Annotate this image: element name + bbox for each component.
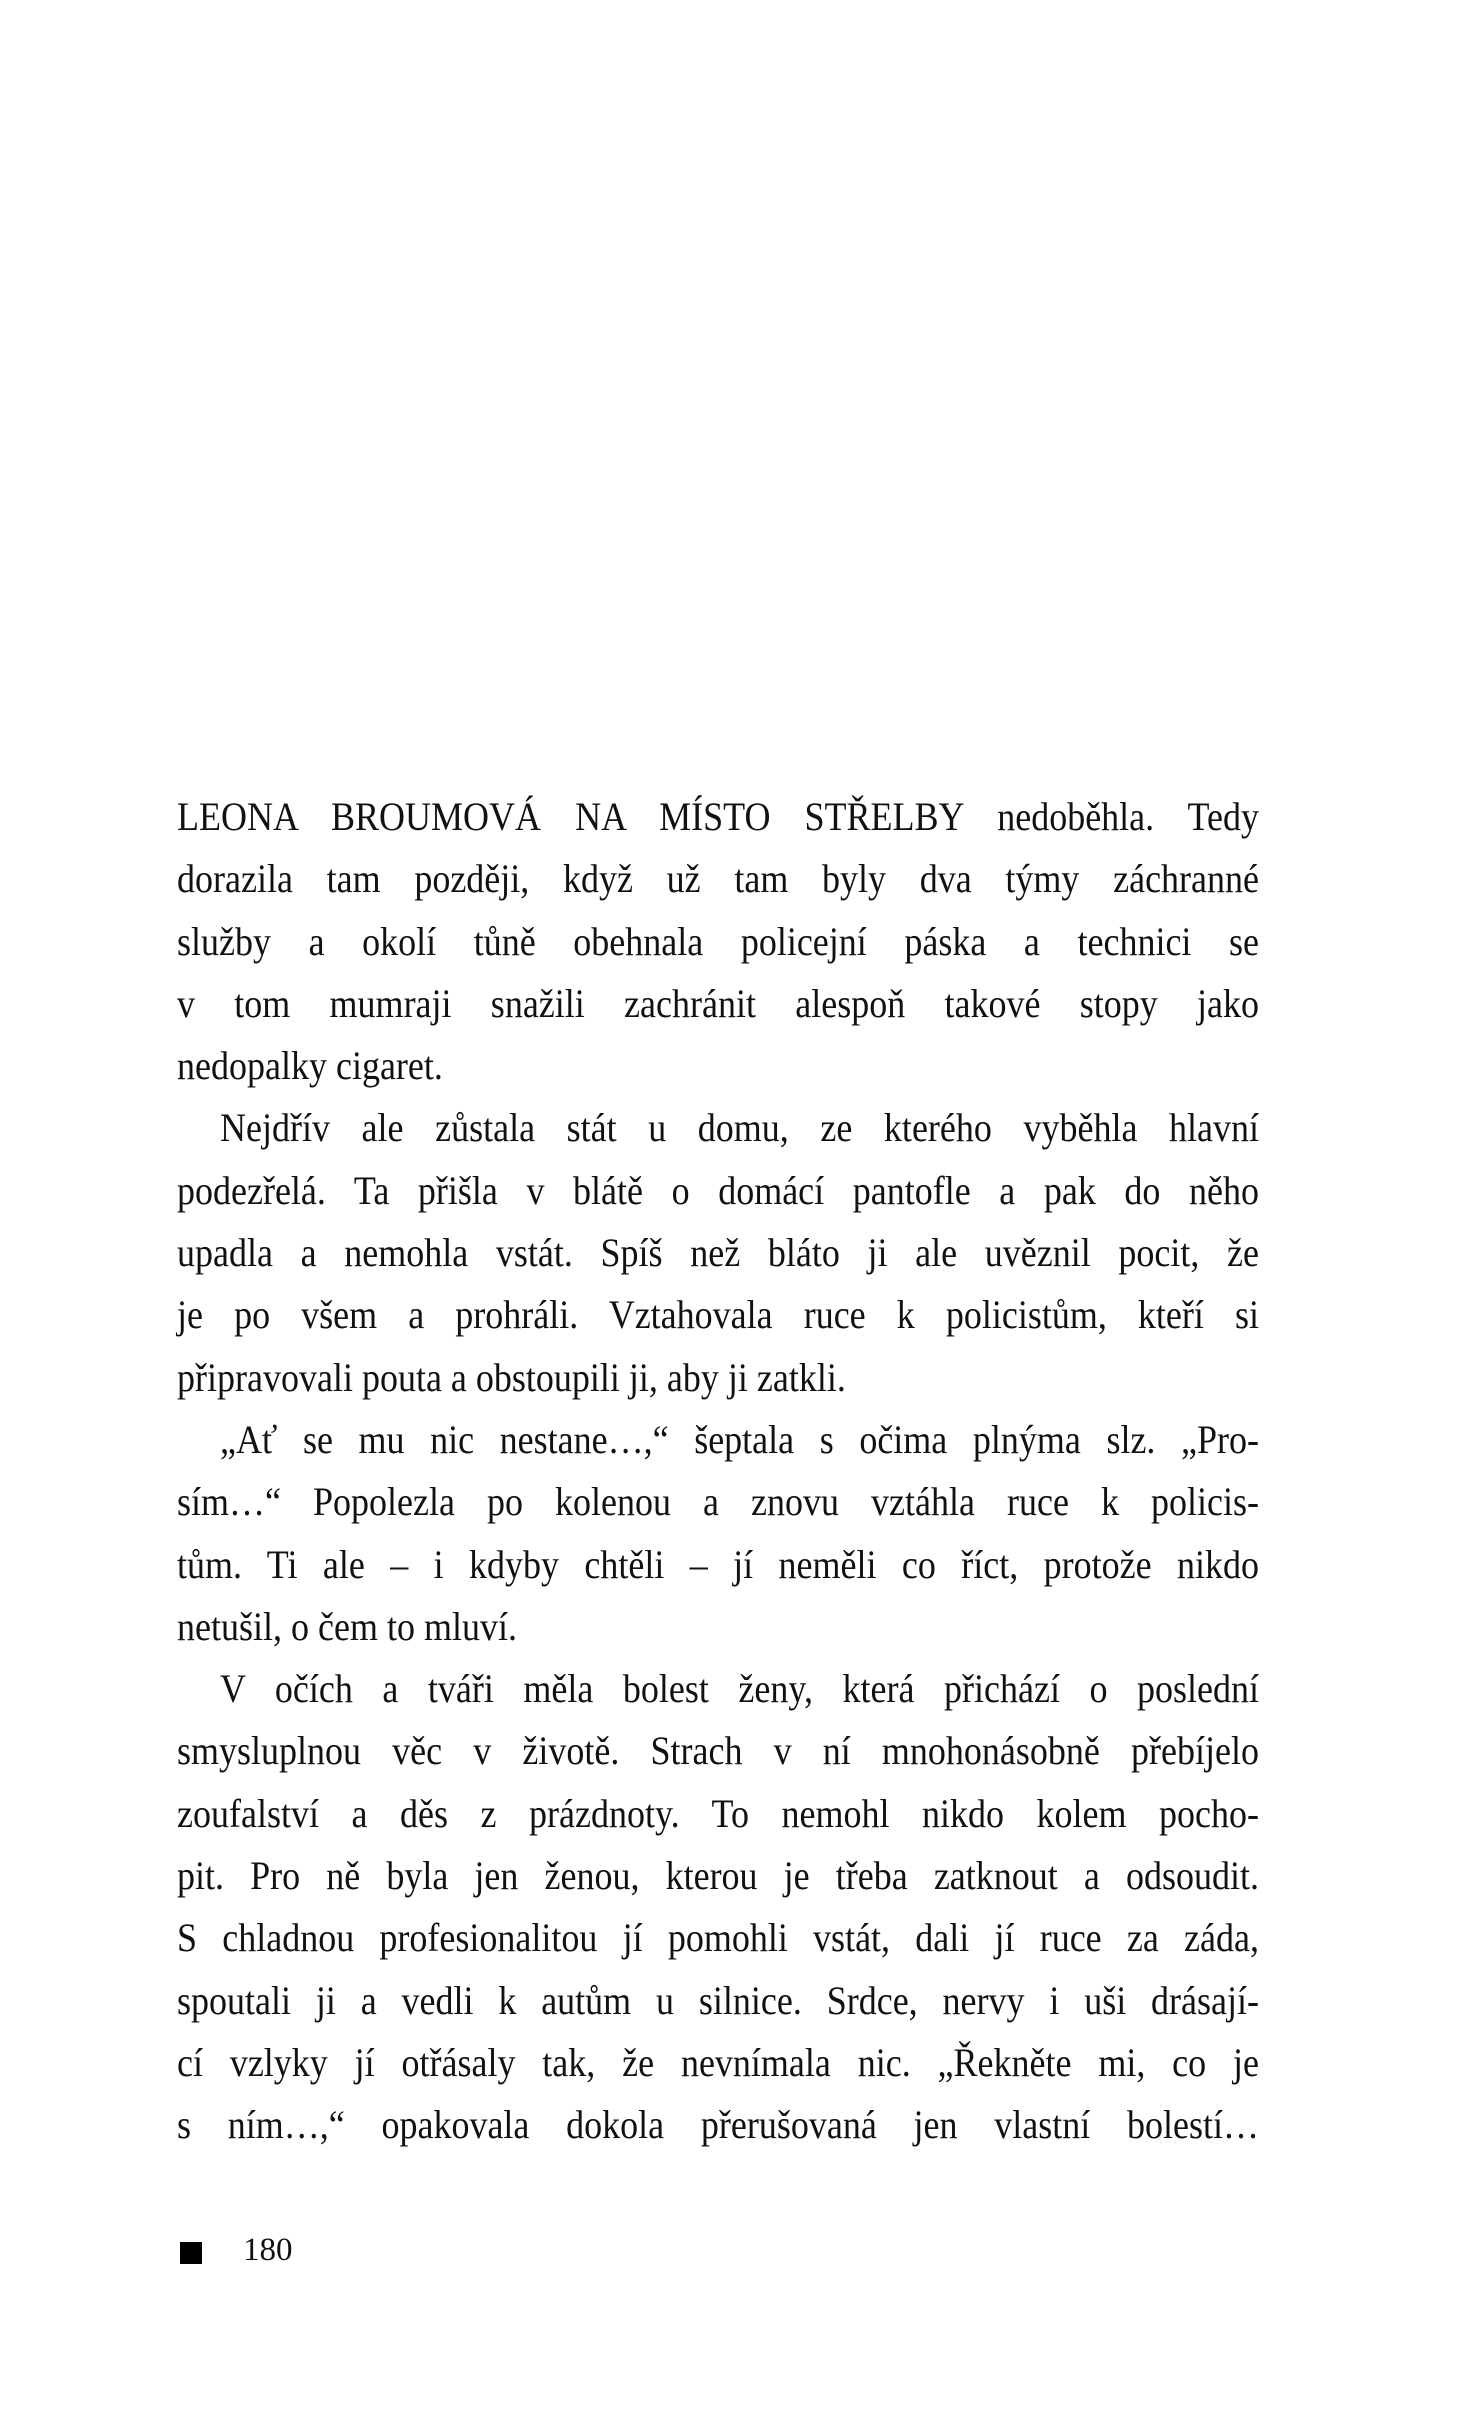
text-line: LEONA BROUMOVÁ NA MÍSTO STŘELBY nedoběhla. Tedy bbox=[177, 794, 1259, 839]
text-line: S chladnou profesionalitou jí pomohli vstát, dali jí ruce za záda, bbox=[177, 1915, 1259, 1961]
text-line: podezřelá. Ta přišla v blátě o domácí pantofle a pak do něho bbox=[177, 1167, 1259, 1213]
page-number: 180 bbox=[243, 2232, 293, 2268]
text-line: sím…“ Popolezla po kolenou a znovu vztáhla ruce k policis- bbox=[177, 1479, 1259, 1525]
text-line: cí vzlyky jí otřásaly tak, že nevnímala nic. „Řekněte mi, co je bbox=[177, 2040, 1259, 2085]
text-line: „Ať se mu nic nestane…,“ šeptala s očima plnýma slz. „Pro- bbox=[220, 1417, 1259, 1462]
text-line: připravovali pouta a obstoupili ji, aby ji zatkli. bbox=[177, 1354, 846, 1400]
text-line: spoutali ji a vedli k autům u silnice. Srdce, nervy i uši drásají- bbox=[177, 1977, 1259, 2023]
paragraph bbox=[177, 1098, 1259, 1409]
body-text bbox=[177, 787, 1259, 2158]
text-line: je po všem a prohráli. Vztahovala ruce k policistům, kteří si bbox=[177, 1292, 1259, 1338]
text-line: pit. Pro ně byla jen ženou, kterou je třeba zatknout a odsoudit. bbox=[177, 1853, 1259, 1898]
black-square-icon bbox=[180, 2242, 202, 2264]
text-line: upadla a nemohla vstát. Spíš než bláto ji ale uvěznil pocit, že bbox=[177, 1230, 1259, 1275]
text-line: Nejdřív ale zůstala stát u domu, ze kterého vyběhla hlavní bbox=[220, 1105, 1259, 1151]
text-line: zoufalství a děs z prázdnoty. To nemohl nikdo kolem pocho- bbox=[177, 1790, 1259, 1836]
paragraph bbox=[177, 1410, 1259, 1659]
text-line: služby a okolí tůně obehnala policejní páska a technici se bbox=[177, 918, 1259, 964]
text-line: s ním…,“ opakovala dokola přerušovaná jen vlastní bolestí… bbox=[177, 2102, 1259, 2148]
text-line: nedopalky cigaret. bbox=[177, 1043, 443, 1089]
text-line: smysluplnou věc v životě. Strach v ní mnohonásobně přebíjelo bbox=[177, 1728, 1259, 1774]
text-line: dorazila tam později, když už tam byly dva týmy záchranné bbox=[177, 856, 1259, 902]
text-line: tům. Ti ale – i kdyby chtěli – jí neměli co říct, protože nikdo bbox=[177, 1541, 1259, 1587]
text-line: V očích a tváři měla bolest ženy, která přichází o poslední bbox=[220, 1666, 1259, 1712]
page-footer bbox=[180, 2232, 293, 2268]
paragraph bbox=[177, 787, 1259, 1098]
text-line: netušil, o čem to mluví. bbox=[177, 1603, 517, 1649]
text-line: v tom mumraji snažili zachránit alespoň takové stopy jako bbox=[177, 980, 1259, 1026]
paragraph bbox=[177, 1659, 1259, 2157]
